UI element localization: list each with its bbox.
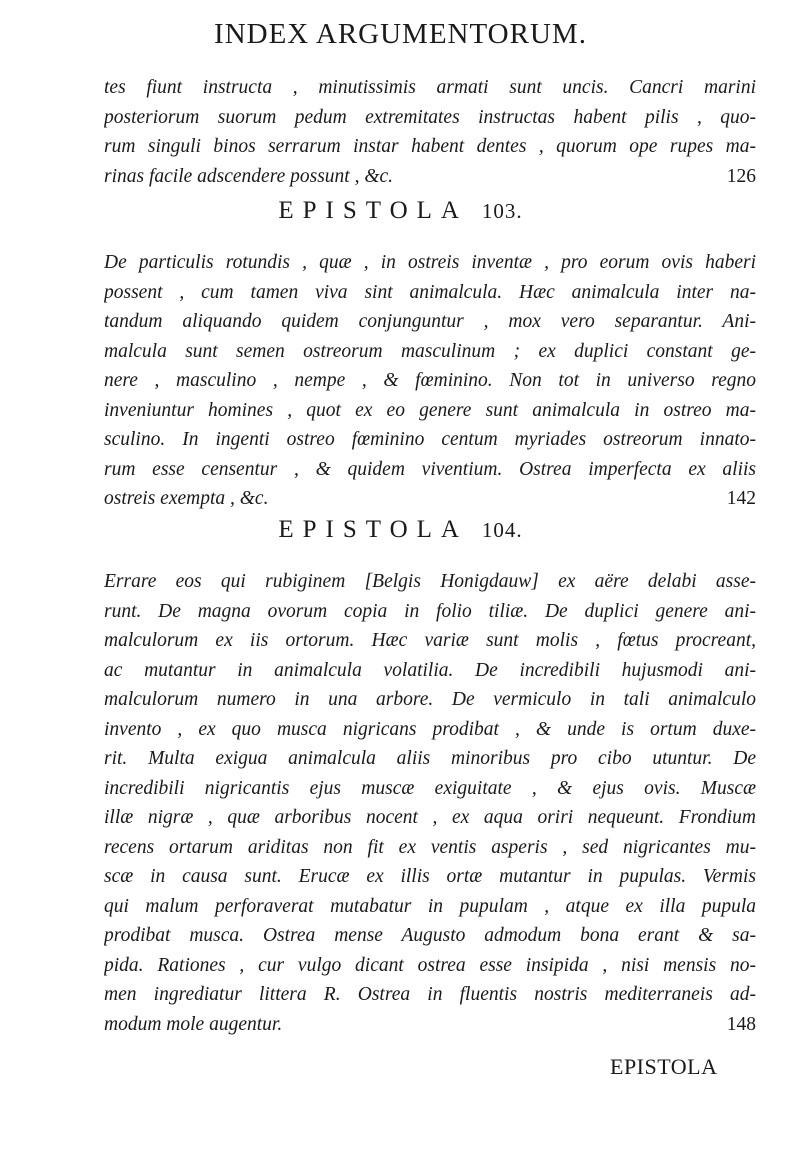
text-line: possent , cum tamen viva sint animalcula. Hæc animalcula inter na- bbox=[104, 281, 756, 303]
text-line: incredibili nigricantis ejus muscæ exiguitate , & ejus ovis. Muscæ bbox=[104, 777, 756, 799]
running-head: INDEX ARGUMENTORUM. bbox=[214, 18, 587, 50]
text-line: posteriorum suorum pedum extremitates instructas habent pilis , quo- bbox=[104, 106, 756, 128]
epistola-label: EPISTOLA bbox=[278, 197, 467, 224]
text-line: recens ortarum ariditas non fit ex ventis asperis , sed nigricantes mu- bbox=[104, 836, 756, 858]
text-line: nere , masculino , nempe , & fœminino. Non tot in universo regno bbox=[104, 370, 756, 391]
text-line: inveniuntur homines , quot ex eo genere sunt animalcula in ostreo ma- bbox=[104, 399, 756, 421]
text-line: rum singuli binos serrarum instar habent dentes , quorum ope rupes ma- bbox=[104, 136, 756, 157]
catchword: EPISTOLA bbox=[610, 1054, 718, 1079]
text-line-last bbox=[104, 1010, 756, 1040]
text-line: Errare eos qui rubiginem [Belgis Honigdauw] ex aëre delabi asse- bbox=[104, 571, 756, 592]
epistola-heading bbox=[0, 197, 801, 225]
text-line: men ingrediatur littera R. Ostrea in fluentis nostris mediterraneis ad- bbox=[104, 984, 756, 1005]
text-line: malcula sunt semen ostreorum masculinum ; ex duplici constant ge- bbox=[104, 340, 756, 362]
entry-epistola-103 bbox=[104, 248, 756, 514]
line-text: ostreis exempta , &c. bbox=[104, 488, 269, 509]
epistola-number: 104. bbox=[481, 518, 523, 542]
epistola-label: EPISTOLA bbox=[278, 516, 467, 543]
text-line: tes fiunt instructa , minutissimis armati sunt uncis. Cancri marini bbox=[104, 77, 756, 98]
line-text: modum mole augentur. bbox=[104, 1013, 283, 1035]
page-reference: 142 bbox=[726, 488, 756, 509]
text-line: prodibat musca. Ostrea mense Augusto admodum bona erant & sa- bbox=[104, 925, 756, 946]
epistola-heading bbox=[0, 516, 801, 544]
text-line: ac mutantur in animalcula volatilia. De incredibili hujusmodi ani- bbox=[104, 659, 756, 681]
text-line: scæ in causa sunt. Erucæ ex illis ortæ mutantur in pupulas. Vermis bbox=[104, 866, 756, 887]
page-reference: 126 bbox=[726, 165, 756, 187]
text-line-last bbox=[104, 484, 756, 514]
text-line: invento , ex quo musca nigricans prodibat , & unde is ortum duxe- bbox=[104, 718, 756, 740]
entry-epistola-104 bbox=[104, 567, 756, 1039]
text-line: illæ nigræ , quæ arboribus nocent , ex aqua oriri nequeunt. Frondium bbox=[104, 807, 756, 828]
text-line: malculorum ex iis ortorum. Hæc variæ sunt molis , fœtus procreant, bbox=[104, 630, 756, 651]
text-line: rum esse censentur , & quidem viventium. Ostrea imperfecta ex aliis bbox=[104, 458, 756, 480]
text-line: runt. De magna ovorum copia in folio tiliæ. De duplici genere ani- bbox=[104, 600, 756, 622]
text-line: sculino. In ingenti ostreo fœminino centum myriades ostreorum innato- bbox=[104, 429, 756, 450]
text-line: De particulis rotundis , quæ , in ostreis inventæ , pro eorum ovis haberi bbox=[104, 252, 756, 273]
page-reference: 148 bbox=[726, 1013, 756, 1035]
text-line: qui malum perforaverat mutabatur in pupulam , atque ex illa pupula bbox=[104, 895, 756, 917]
text-line: pida. Rationes , cur vulgo dicant ostrea esse insipida , nisi mensis no- bbox=[104, 954, 756, 976]
line-text: rinas facile adscendere possunt , &c. bbox=[104, 165, 394, 187]
entry-continuation bbox=[104, 73, 756, 191]
text-line: tandum aliquando quidem conjunguntur , mox vero separantur. Ani- bbox=[104, 311, 756, 332]
epistola-number: 103. bbox=[481, 199, 523, 223]
text-line-last bbox=[104, 162, 756, 192]
text-line: rit. Multa exigua animalcula aliis minoribus pro cibo utuntur. De bbox=[104, 748, 756, 769]
text-line: malculorum numero in una arbore. De vermiculo in tali animalculo bbox=[104, 689, 756, 710]
